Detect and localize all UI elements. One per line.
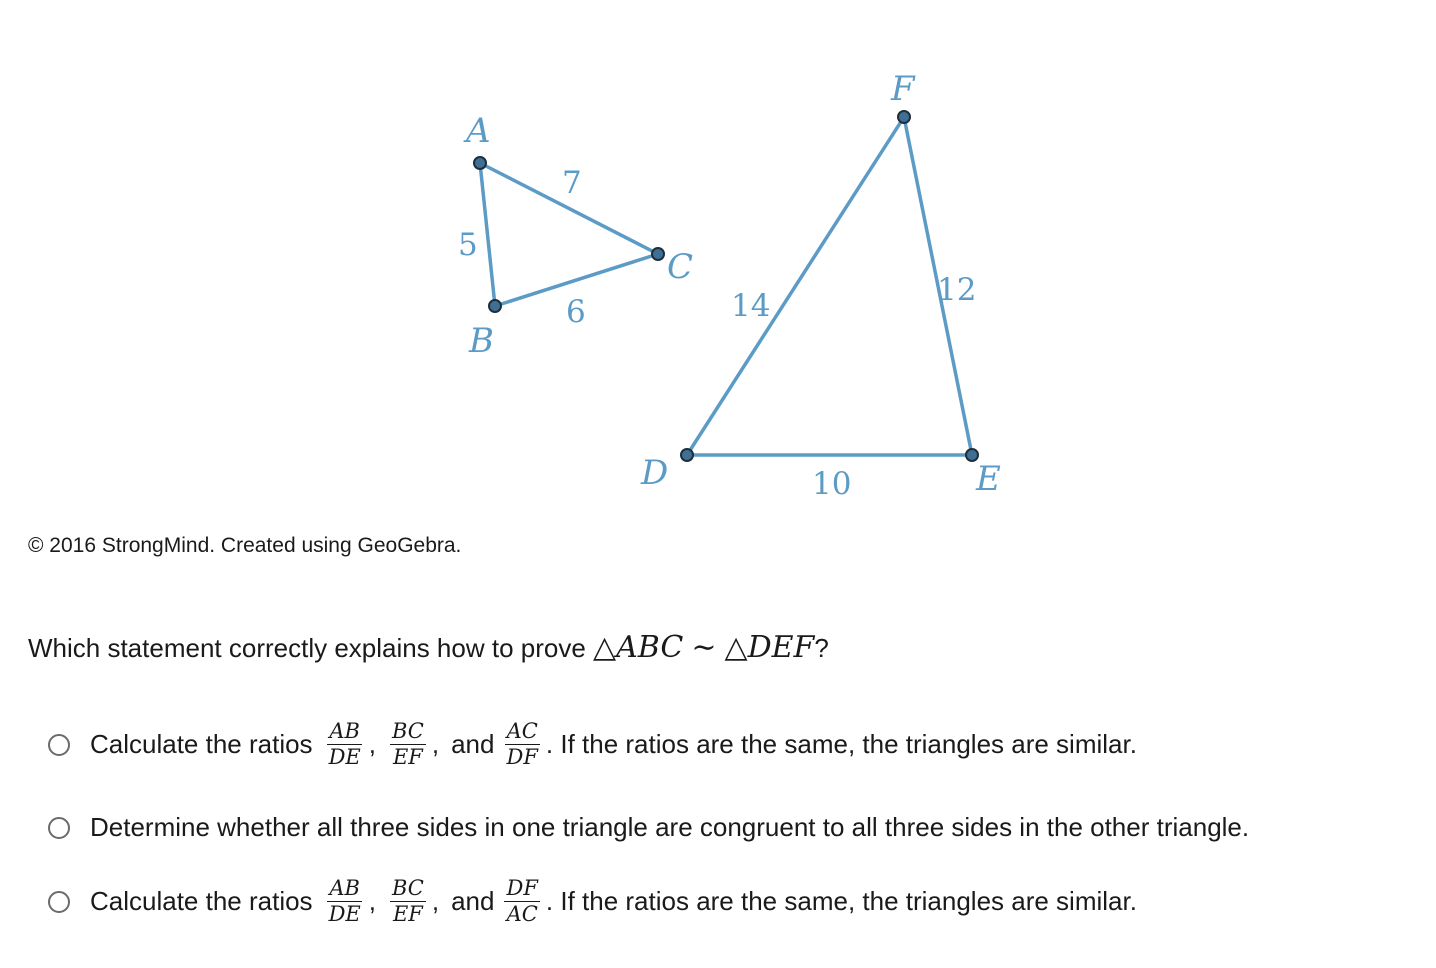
copyright-credit: © 2016 StrongMind. Created using GeoGebra.	[28, 534, 462, 557]
radio-button-2[interactable]	[48, 817, 70, 839]
option-1-fraction-3: $\frac{AC}{DF}$	[506, 719, 538, 770]
radio-button-1[interactable]	[48, 734, 70, 756]
option-1-fraction-1: $\frac{AB}{DE}$	[328, 719, 361, 770]
option-1-suffix: . If the ratios are the same, the triangles are similar.	[545, 729, 1137, 760]
option-3-fraction-2: $\frac{BC}{EF}$	[391, 876, 424, 927]
vertex-a-point	[474, 157, 486, 169]
option-3-prefix: Calculate the ratios	[90, 886, 313, 917]
vertex-label-b: B	[469, 321, 494, 361]
option-3-suffix: . If the ratios are the same, the triangles are similar.	[545, 886, 1137, 917]
side-label-ac: 7	[562, 165, 582, 201]
triangle-def	[687, 117, 972, 455]
triangle-name-2: DEF	[747, 630, 815, 665]
vertex-label-e: E	[976, 459, 1001, 499]
side-label-ef: 12	[937, 272, 977, 308]
option-1-and: and	[451, 729, 495, 760]
side-label-bc: 6	[566, 294, 586, 330]
side-label-ab: 5	[458, 227, 478, 263]
vertex-b-point	[489, 300, 501, 312]
triangle-symbol-2: △	[724, 630, 748, 665]
vertex-label-a: A	[466, 111, 491, 151]
vertex-c-point	[652, 248, 664, 260]
answer-option-3[interactable]: Calculate the ratios $\frac{AB}{DE}$ , $\frac{BC}{EF}$ , and $\frac{DF}{AC}$ . If the ratios are the same, the triangles are similar.	[48, 877, 1137, 926]
option-3-and: and	[451, 886, 495, 917]
option-1-prefix: Calculate the ratios	[90, 729, 313, 760]
vertex-label-d: D	[641, 453, 669, 493]
similar-symbol: ∼	[691, 630, 717, 665]
triangle-symbol-1: △	[593, 630, 617, 665]
question-math	[593, 630, 814, 665]
option-1-fraction-2: $\frac{BC}{EF}$	[391, 719, 424, 770]
vertex-f-point	[898, 111, 910, 123]
vertex-label-c: C	[667, 247, 694, 287]
triangle-name-1: ABC	[616, 630, 684, 665]
side-label-de: 10	[812, 466, 852, 502]
question-prefix: Which statement correctly explains how to prove	[28, 633, 594, 663]
question-suffix: ?	[814, 633, 829, 663]
side-label-df: 14	[731, 288, 771, 324]
vertex-label-f: F	[891, 69, 915, 109]
vertex-d-point	[681, 449, 693, 461]
question-text	[28, 630, 829, 665]
radio-button-3[interactable]	[48, 891, 70, 913]
answer-option-1[interactable]: Calculate the ratios $\frac{AB}{DE}$ , $\frac{BC}{EF}$ , and $\frac{AC}{DF}$ . If the ratios are the same, the triangles are similar.	[48, 720, 1137, 769]
option-3-fraction-3: $\frac{DF}{AC}$	[506, 876, 538, 927]
option-2-text: Determine whether all three sides in one triangle are congruent to all three sides in the other triangle.	[90, 812, 1250, 842]
answer-option-2[interactable]	[48, 812, 1249, 843]
option-3-fraction-1: $\frac{AB}{DE}$	[328, 876, 361, 927]
